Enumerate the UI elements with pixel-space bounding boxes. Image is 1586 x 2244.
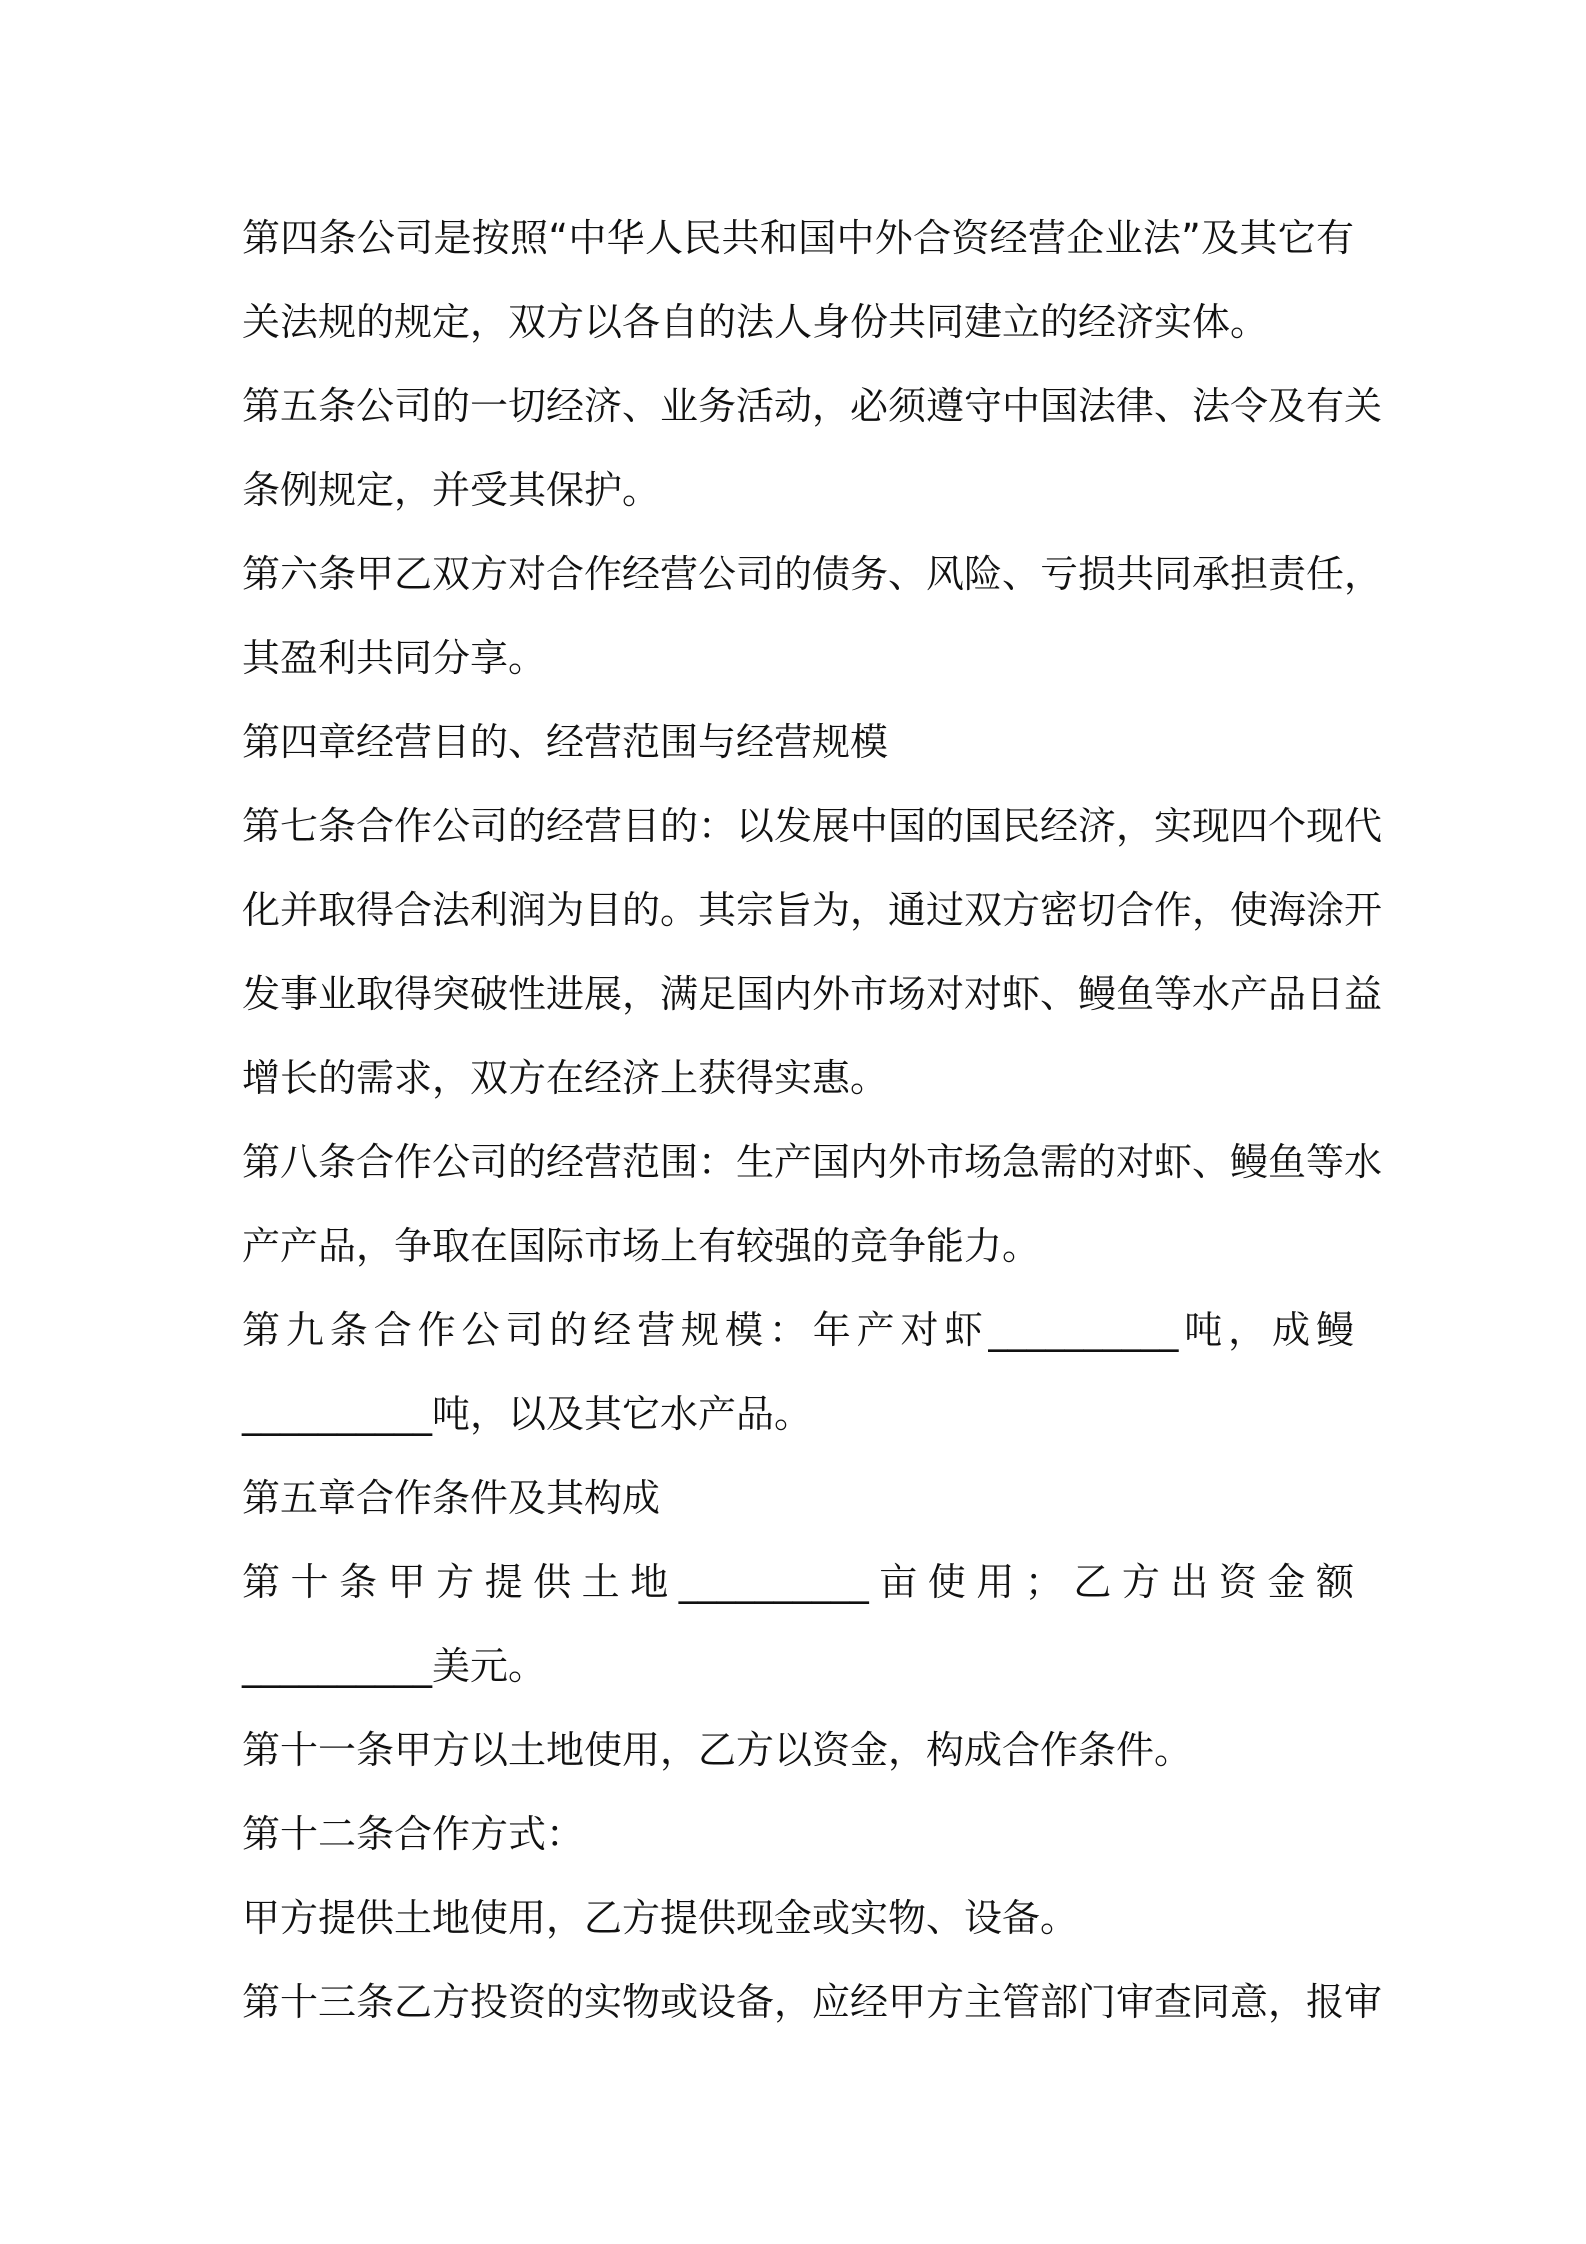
document-body	[242, 196, 1383, 2044]
text-line: 第十条甲方提供土地__________亩使用；乙方出资金额	[242, 1560, 1354, 1604]
text-line: 第七条合作公司的经营目的：以发展中国的国民经济，实现四个现代	[242, 804, 1383, 848]
text-line: 第八条合作公司的经营范围：生产国内外市场急需的对虾、鳗鱼等水	[242, 1140, 1383, 1184]
text-line: 第五条公司的一切经济、业务活动，必须遵守中国法律、法令及有关	[242, 384, 1383, 428]
text-line: 第六条甲乙双方对合作经营公司的债务、风险、亏损共同承担责任，	[242, 552, 1383, 596]
text-line: 第十二条合作方式：	[242, 1812, 585, 1856]
text-line: 发事业取得突破性进展，满足国内外市场对对虾、鳗鱼等水产品日益	[242, 972, 1383, 1016]
text-line: 条例规定，并受其保护。	[242, 468, 661, 512]
text-line: 甲方提供土地使用，乙方提供现金或实物、设备。	[242, 1896, 1079, 1940]
text-line: 第十一条甲方以土地使用，乙方以资金，构成合作条件。	[242, 1728, 1193, 1772]
chapter-heading: 第五章合作条件及其构成	[242, 1476, 661, 1520]
text-line: 第十三条乙方投资的实物或设备，应经甲方主管部门审查同意，报审	[242, 1980, 1383, 2024]
text-line: 第九条合作公司的经营规模：年产对虾__________吨，成鳗	[242, 1308, 1354, 1352]
text-line: 增长的需求，双方在经济上获得实惠。	[242, 1056, 889, 1100]
text-line: __________美元。	[242, 1644, 547, 1688]
text-line: 第四条公司是按照“中华人民共和国中外合资经营企业法”及其它有	[242, 216, 1354, 260]
text-line: 其盈利共同分享。	[242, 636, 547, 680]
text-line: 化并取得合法利润为目的。其宗旨为，通过双方密切合作，使海涂开	[242, 888, 1383, 932]
chapter-heading: 第四章经营目的、经营范围与经营规模	[242, 720, 889, 764]
text-line: 关法规的规定，双方以各自的法人身份共同建立的经济实体。	[242, 300, 1269, 344]
text-line: __________吨，以及其它水产品。	[242, 1392, 813, 1436]
text-line: 产产品，争取在国际市场上有较强的竞争能力。	[242, 1224, 1041, 1268]
